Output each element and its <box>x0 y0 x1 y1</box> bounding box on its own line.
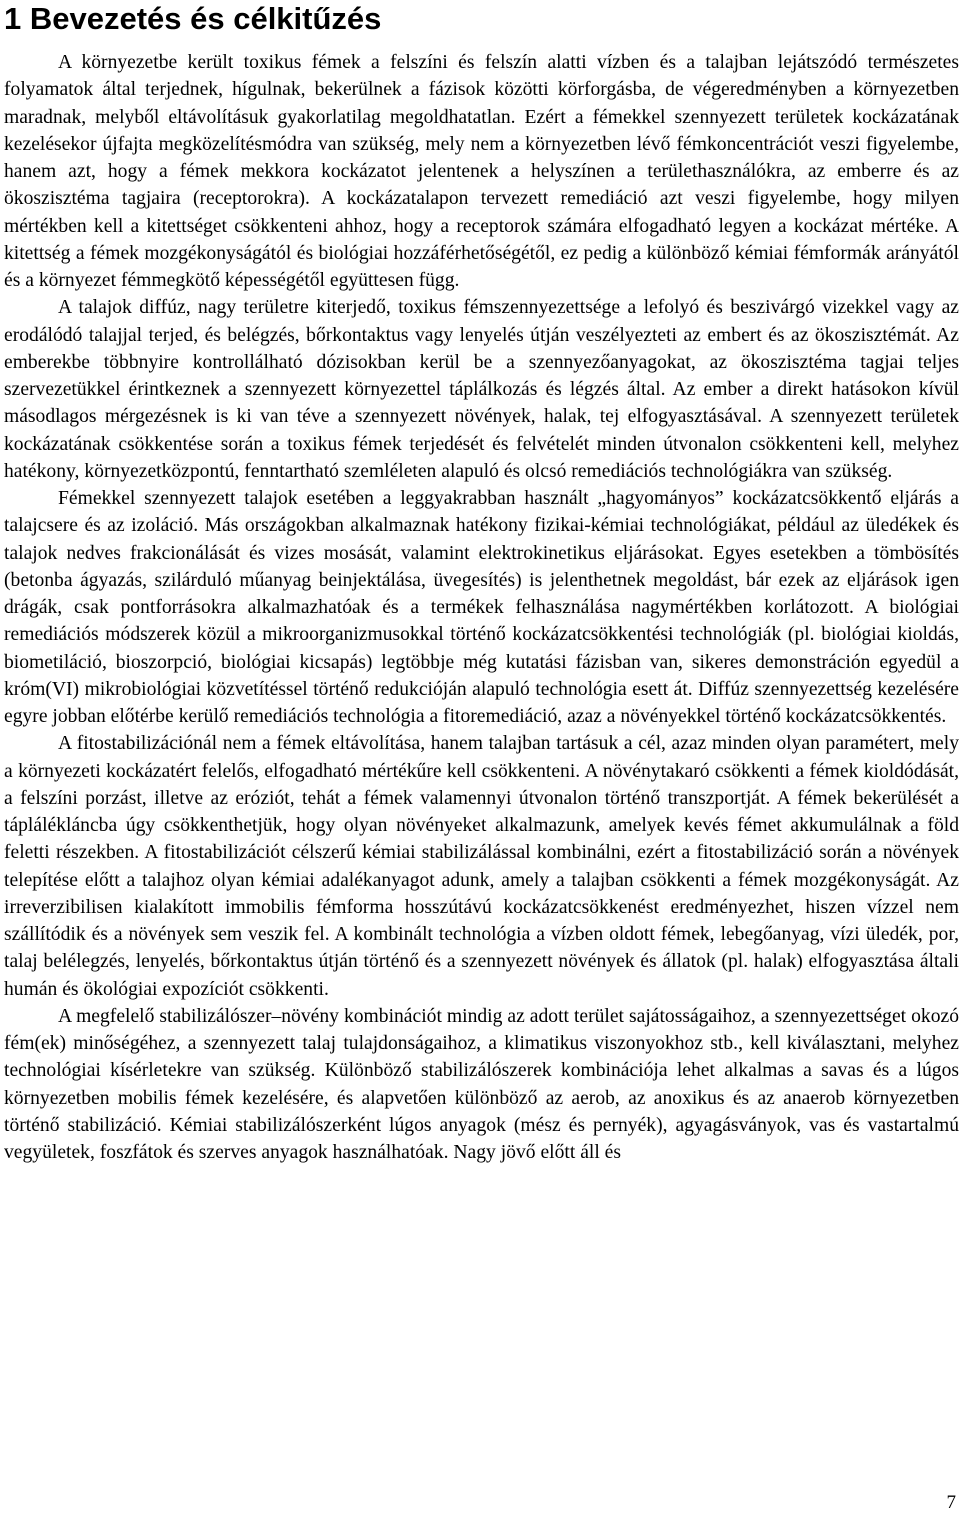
paragraph: A megfelelő stabilizálószer–növény kombinációt mindig az adott terület sajátosságaihoz, a szennyezettséget okozó fém(ek) minőségéhez, a szennyezett talaj tulajdonságaihoz, a klimatikus viszonyokhoz stb., kell kiválasztani, melyhez technológiai kísérletekre van szükség. Különböző stabilizálószerek kombinációja lehet alkalmas a savas és a lúgos környezetben mobilis fémek kezelésére, és alapvetően különböző az aerob, az anoxikus és az anaerob környezetben történő stabilizáció. Kémiai stabilizálószerként lúgos anyagok (mész és pernyék), agyagásványok, vas és vastartalmú vegyületek, foszfátok és szerves anyagok használhatóak. Nagy jövő előtt áll és <box>4 1005 959 1163</box>
chapter-title: 1 Bevezetés és célkitűzés <box>4 1 382 36</box>
paragraph: A környezetbe került toxikus fémek a felszíni és felszín alatti vízben és a talajban lejátszódó természetes folyamatok által terjednek, hígulnak, bekerülnek a fázisok közötti körforgásba, de végeredményben a környezetben maradnak, melyből eltávolításuk gyakorlatilag megoldhatatlan. Ezért a fémekkel szennyezett területek kockázatának kezelésekor újfajta megközelítésmódra van szükség, mely nem a környezetben lévő fémkoncentrációt veszi figyelembe, hanem azt, hogy a fémek mekkora kockázatot jelentenek a helyszínen a területhasználókra, az emberre és az ökoszisztéma tagjaira (receptorokra). A kockázatalapon tervezett remediáció azt veszi figyelembe, hogy milyen mértékben kell a kitettséget csökkenteni ahhoz, hogy a receptorok számára elfogadható legyen a kockázat mértéke. A kitettség a fémek mozgékonyságától és biológiai hozzáférhetőségétől, ez pedig a különböző kémiai fémformák arányától és a környezet fémmegkötő képességétől együttesen függ. <box>4 52 959 291</box>
paragraph: A fitostabilizációnál nem a fémek eltávolítása, hanem talajban tartásuk a cél, azaz minden olyan paramétert, mely a környezeti kockázatért felelős, elfogadható mértékűre kell csökkenteni. A növénytakaró csökkenti a fémek kioldódását, a felszíni porzást, illetve az eróziót, tehát a fémek valamennyi útvonalon történő transzportját. A fémek bekerülését a táplálékláncba úgy csökkenthetjük, hogy olyan növényeket alkalmazunk, amelyek kevés fémet akkumulálnak a föld feletti részekben. A fitostabilizációt célszerű kémiai stabilizálással kombinálni, ezért a fitostabilizáció során a növények telepítése előtt a talajhoz olyan kémiai adalékanyagot adunk, amely a talajban csökkenti a fémek mozgékonyságát. Az irreverzibilisen kialakított immobilis fémforma hosszútávú kockázatcsökkenést eredményezhet, hiszen vízzel nem szállítódik és a növények sem veszik fel. A kombinált technológia a vízben oldott fémek, lebegőanyag, vízi üledék, por, talaj belélegzés, lenyelés, bőrkontaktus útján történő és a szennyezett növények és állatok (pl. halak) elfogyasztása általi humán és ökológiai expozíciót csökkenti. <box>4 733 959 1000</box>
paragraph: Fémekkel szennyezett talajok esetében a leggyakrabban használt „hagyományos” kockázatcsökkentő eljárás a talajcsere és az izoláció. Más országokban alkalmaznak hatékony fizikai-kémiai technológiákat, például az üledékek és talajok nedves frakcionálását és vizes mosását, valamint elektrokinetikus eljárásokat. Egyes esetekben a tömbösítés (betonba ágyazás, szilárduló műanyag beinjektálása, üvegesítés) is jelenthetnek megoldást, bár ezek az eljárások igen drágák, csak pontforrásokra alkalmazhatóak és a termékek felhasználása nagymértékben korlátozott. A biológiai remediációs módszerek közül a mikroorganizmusokkal történő kockázatcsökkentési technológiák (pl. biológiai kioldás, biometiláció, bioszorpció, biológiai kicsapás) legtöbbje még kutatási fázisban van, sikeres demonstráción egyedül a króm(VI) mikrobiológiai közvetítéssel történő redukcióján alapuló technológia esett át. Diffúz szennyezettség kezelésére egyre jobban előtérbe kerülő remediációs technológia a fitoremediáció, azaz a növényekkel történő kockázatcsökkentés. <box>4 488 959 727</box>
document-page <box>4 0 959 1166</box>
page-number: 7 <box>946 1492 956 1513</box>
paragraph: A talajok diffúz, nagy területre kiterjedő, toxikus fémszennyezettsége a lefolyó és beszivárgó vizekkel vagy az erodálódó talajjal terjed, és belégzés, bőrkontaktus vagy lenyelés útján veszélyezteti az embert és az ökoszisztémát. Az emberekbe többnyire kontrollálható dózisokban kerül be a szennyezőanyagokat, az ökoszisztéma tagjai teljes szervezetükkel érintkeznek a szennyezett környezettel táplálkozás és légzés által. Az ember a direkt hatásokon kívül másodlagos mérgezésnek is ki van téve a szennyezett növények, halak, tej elfogyasztásával. A szennyezett területek kockázatának csökkentése során a toxikus fémek terjedését és felvételét minden útvonalon csökkenteni kell, melyhez hatékony, környezetközpontú, fenntartható szemléleten alapuló és olcsó remediációs technológiákra van szükség. <box>4 297 959 482</box>
chapter-body <box>4 49 959 1166</box>
